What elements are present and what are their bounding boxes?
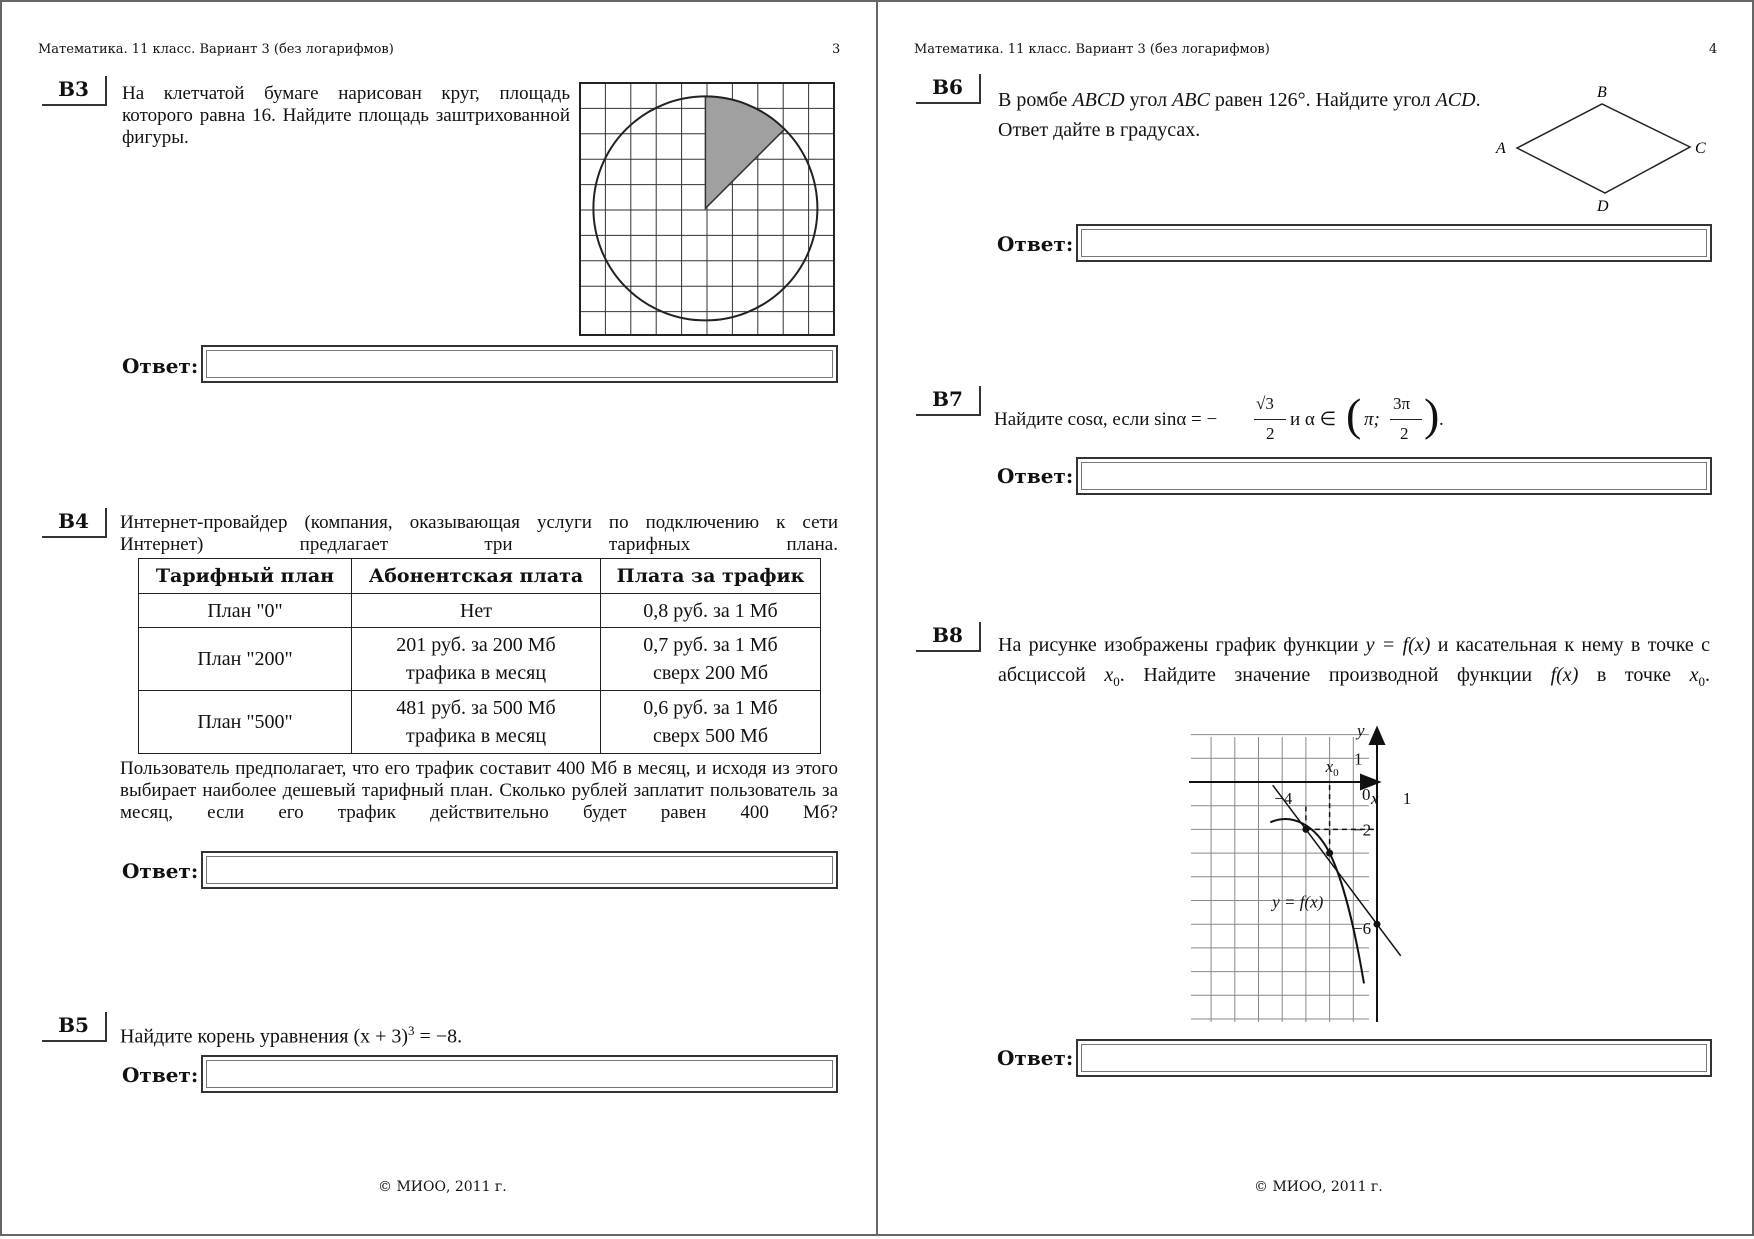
table-cell-traffic [601,691,821,754]
tick-label-minus-4: −4 [1274,789,1293,808]
b7-numerator-2: 3π [1393,394,1411,413]
b7-denominator: 2 [1266,424,1275,443]
b8-question: На рисунке изображены график функции y = f(x) и касательная к нему в точке с абсциссой $x_0$. Найдите значение производной функции f(x) в точке $x_0$. [998,634,1710,689]
table-header-plan: Тарифный план [139,559,352,594]
fee-line-1: 481 руб. за 500 Мб [396,697,556,719]
task-label-b3: B3 [42,76,107,106]
y-axis-arrow [1370,728,1384,744]
b5-question [120,1020,820,1048]
b5-text-end: = −8. [414,1025,463,1048]
traffic-line-2: сверх 200 Мб [652,662,769,684]
table-cell-traffic: 0,8 руб. за 1 Мб [601,594,821,628]
x0-label: $x_0$ [1325,757,1339,779]
fraction-bar [1254,419,1286,420]
b7-pi: π; [1364,409,1380,430]
b3-shaded-sector [705,96,784,208]
answer-input-b3[interactable] [201,345,838,383]
fraction-bar-2 [1390,419,1422,420]
b4-question: Пользователь предполагает, что его трафик составит 400 Мб в месяц, и исходя из этого выбирает наиболее дешевый тарифный план. Сколько рублей заплатит пользователь за месяц, если его трафик действительно будет равен 400 Мб? [120,758,838,823]
table-row [139,628,821,691]
tick-label-minus-2: −2 [1353,820,1372,840]
tick-label-1-y: 1 [1354,749,1363,769]
table-cell-fee [352,691,601,754]
table-row [139,594,821,628]
table-cell-plan: План "500" [139,691,352,754]
answer-label-b3: Ответ: [122,354,199,378]
b5-exponent: 3 [408,1023,415,1038]
graph-point [1302,826,1309,833]
rhombus [1517,104,1690,193]
vertex-label-b: B [1597,84,1607,101]
answer-input-b4[interactable] [201,851,838,889]
vertex-label-c: C [1695,140,1706,157]
fee-line-2: трафика в месяц [405,725,547,747]
page-header-title: Математика. 11 класс. Вариант 3 (без логарифмов) [38,42,394,57]
answer-label-b4: Ответ: [122,859,199,883]
x-axis-label: x [1371,789,1379,808]
graph-point [1326,850,1333,857]
vertex-label-a: A [1496,140,1506,157]
y-axis-label: y [1357,721,1365,740]
traffic-line-2: сверх 500 Мб [652,725,769,747]
tick-label-1-x: 1 [1402,789,1412,808]
task-label-b6: B6 [916,74,981,104]
tariff-table-header-row [139,559,821,594]
b6-rhombus-figure [1489,80,1706,215]
b5-equation: (x + 3) [353,1025,409,1048]
page-number: 4 [1709,42,1718,57]
b4-intro: Интернет-провайдер (компания, оказывающая услуги по подключению к сети Интернет) предлагает три тарифных плана. [120,512,838,555]
answer-input-b7[interactable] [1076,457,1712,495]
page-number: 3 [832,42,841,57]
graph-point [1374,921,1381,928]
answer-label-b5: Ответ: [122,1063,199,1087]
tangent-line [1273,785,1401,956]
answer-input-b6[interactable] [1076,224,1712,262]
table-cell-traffic [601,628,821,691]
left-page [0,0,877,1236]
curve-label: y = f(x) [1272,892,1324,912]
task-label-b4: B4 [42,508,107,538]
b7-question [994,390,1694,450]
right-page [877,0,1754,1236]
b7-text: Найдите cosα, если sinα = − [994,409,1218,430]
b8-function-graph [1189,721,1412,1032]
answer-input-b8[interactable] [1076,1039,1712,1077]
task-label-b8: B8 [916,622,981,652]
task-label-b5: B5 [42,1012,107,1042]
b7-denominator-2: 2 [1400,424,1409,443]
table-cell-plan: План "200" [139,628,352,691]
b3-grid-circle-figure [578,81,838,337]
answer-label-b8: Ответ: [997,1046,1074,1070]
traffic-line-1: 0,6 руб. за 1 Мб [643,697,778,719]
table-cell-fee [352,628,601,691]
tick-label-minus-6: −6 [1353,919,1372,939]
answer-label-b6: Ответ: [997,232,1074,256]
b7-text-end: . [1439,409,1444,430]
vertex-label-d: D [1597,198,1609,215]
page-footer: © МИОО, 2011 г. [378,1179,507,1195]
b7-text-mid: и α ∈ [1290,409,1337,430]
answer-input-b5[interactable] [201,1055,838,1093]
table-header-fee: Абонентская плата [352,559,601,594]
fee-line-1: 201 руб. за 200 Мб [396,634,556,656]
answer-label-b7: Ответ: [997,464,1074,488]
table-header-traffic: Плата за трафик [601,559,821,594]
close-paren: ) [1424,389,1440,440]
open-paren: ( [1346,389,1362,440]
page-header-title: Математика. 11 класс. Вариант 3 (без логарифмов) [914,42,1270,57]
table-row [139,691,821,754]
b6-question: В ромбе ABCD угол ABC равен 126°. Найдите угол ACD. Ответ дайте в градусах. [998,89,1481,141]
table-cell-fee: Нет [352,594,601,628]
b7-numerator: √3 [1256,394,1274,413]
fee-line-2: трафика в месяц [405,662,547,684]
page-footer: © МИОО, 2011 г. [1254,1179,1383,1195]
tick-label-zero: 0 [1362,785,1371,804]
task-label-b7: B7 [916,386,981,416]
table-cell-plan: План "0" [139,594,352,628]
tariff-table [138,558,821,754]
b5-text: Найдите корень уравнения [120,1025,354,1048]
b3-question: На клетчатой бумаге нарисован круг, площадь которого равна 16. Найдите площадь заштрихованной фигуры. [122,83,570,148]
traffic-line-1: 0,7 руб. за 1 Мб [643,634,778,656]
